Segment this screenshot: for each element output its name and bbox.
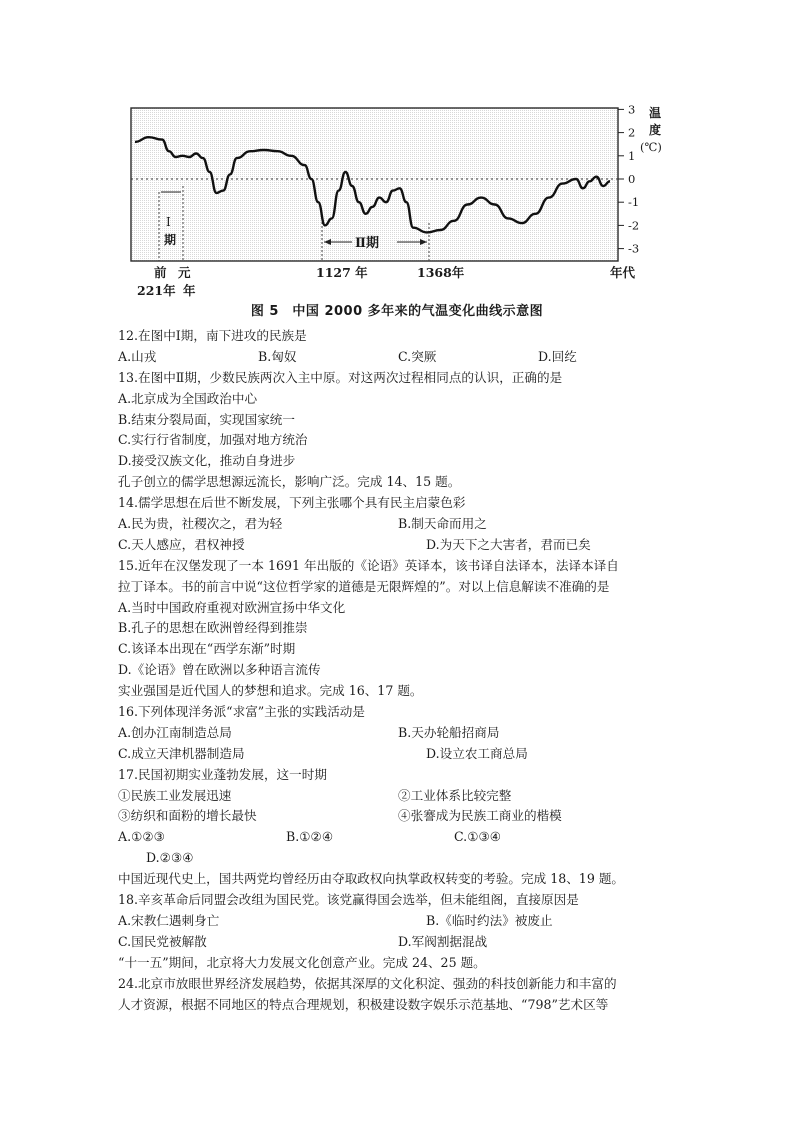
- q14-option-b[interactable]: B.制天命而用之: [398, 516, 487, 532]
- x-label-yuan: 元: [178, 265, 191, 280]
- q17-option-a[interactable]: A.①②③: [118, 829, 165, 845]
- q14-stem: 14.儒学思想在后世不断发展，下列主张哪个具有民主启蒙色彩: [118, 495, 466, 511]
- x-label-qian: 前: [154, 265, 167, 280]
- q15-stem-1: 15.近年在汉堡发现了一本 1691 年出版的《论语》英译本，该书译自法译本，法译本译自: [118, 557, 619, 573]
- q17-option-c[interactable]: C.①③④: [454, 829, 502, 845]
- question-text: [118, 326, 678, 1015]
- q16-options-ab: [118, 723, 678, 744]
- q24-stem-2: 人才资源，根据不同地区的特点合理规划，积极建设数字娱乐示范基地、“798”艺术区等: [118, 996, 609, 1012]
- y-tick-label: -1: [628, 195, 640, 210]
- q17-item-3: ③纺织和面粉的增长最快: [118, 808, 257, 824]
- temperature-chart: [112, 98, 682, 323]
- q14-option-c[interactable]: C.天人感应，君权神授: [118, 536, 245, 552]
- x-label-1368: 1368年: [417, 265, 465, 280]
- q24-stem-1: 24.北京市放眼世界经济发展趋势，依据其深厚的文化积淀、强劲的科技创新能力和丰富的: [118, 975, 617, 991]
- q17-item-2: ②工业体系比较完整: [398, 787, 512, 803]
- q13-option-a[interactable]: A.北京成为全国政治中心: [118, 390, 258, 406]
- q15-option-a[interactable]: A.当时中国政府重视对欧洲宣扬中华文化: [118, 599, 346, 615]
- y-tick-label: -3: [628, 241, 640, 256]
- q12-option-b[interactable]: B.匈奴: [258, 348, 297, 364]
- q18-option-a[interactable]: A.宋教仁遇刺身亡: [118, 912, 220, 928]
- q17-item-4: ④张謇成为民族工商业的楷模: [398, 808, 562, 824]
- q16-option-d[interactable]: D.设立农工商总局: [426, 745, 528, 761]
- q13-option-c[interactable]: C.实行行省制度，加强对地方统治: [118, 432, 308, 448]
- y-tick-label: -2: [628, 218, 640, 233]
- q12-options: [118, 347, 678, 368]
- q17-stem: 17.民国初期实业蓬勃发展，这一时期: [118, 766, 327, 782]
- x-label-1127: 1127 年: [316, 265, 368, 280]
- q16-option-a[interactable]: A.创办江南制造总局: [118, 724, 232, 740]
- x-label-niandai: 年代: [610, 265, 636, 280]
- q18-options-ab: [118, 911, 678, 932]
- period2-label: Ⅱ期: [355, 236, 379, 251]
- intro-24-25: “十一五”期间，北京将大力发展文化创意产业。完成 24、25 题。: [118, 954, 486, 970]
- q16-options-cd: [118, 744, 678, 765]
- q17-items-12: [118, 786, 678, 807]
- q17-options-abc: [118, 827, 678, 848]
- q13-stem: 13.在图中Ⅱ期，少数民族两次入主中原。对这两次过程相同点的认识，正确的是: [118, 369, 563, 385]
- period1-label-top: Ⅰ: [166, 215, 171, 229]
- y-tick-label: 1: [628, 148, 636, 163]
- q14-options-ab: [118, 514, 678, 535]
- q14-options-cd: [118, 535, 678, 556]
- q13-option-b[interactable]: B.结束分裂局面，实现国家统一: [118, 411, 295, 427]
- q13-option-d[interactable]: D.接受汉族文化，推动自身进步: [118, 453, 296, 469]
- q12-stem: 12.在图中Ⅰ期，南下进攻的民族是: [118, 328, 307, 343]
- q18-stem: 18.辛亥革命后同盟会改组为国民党。该党赢得国会选举，但未能组阁，直接原因是: [118, 892, 579, 908]
- y-tick-label: 3: [628, 102, 636, 117]
- figure-caption: 图 5 中国 2000 多年来的气温变化曲线示意图: [250, 304, 544, 319]
- q17-option-b[interactable]: B.①②④: [286, 829, 334, 845]
- y-unit: (℃): [640, 140, 662, 154]
- q16-stem: 16.下列体现洋务派“求富”主张的实践活动是: [118, 704, 365, 720]
- q15-option-d[interactable]: D.《论语》曾在欧洲以多种语言流传: [118, 662, 321, 678]
- q17-options-d: [118, 848, 678, 869]
- intro-18-19: 中国近现代史上，国共两党均曾经历由夺取政权向执掌政权转变的考验。完成 18、19 题。: [118, 871, 625, 887]
- q18-option-c[interactable]: C.国民党被解散: [118, 933, 207, 949]
- q12-option-d[interactable]: D.回纥: [538, 348, 577, 364]
- intro-16-17: 实业强国是近代国人的梦想和追求。完成 16、17 题。: [118, 683, 423, 699]
- q14-option-d[interactable]: D.为天下之大害者，君而已矣: [426, 536, 591, 552]
- q17-option-d[interactable]: D.②③④: [146, 850, 194, 866]
- q18-option-d[interactable]: D.军阀割据混战: [398, 933, 488, 949]
- q14-option-a[interactable]: A.民为贵，社稷次之，君为轻: [118, 516, 283, 532]
- y-label-du: 度: [649, 123, 662, 137]
- q17-item-1: ①民族工业发展迅速: [118, 787, 232, 803]
- q15-option-c[interactable]: C.该译本出现在“西学东渐”时期: [118, 641, 296, 657]
- x-label-nian: 年: [183, 283, 196, 298]
- q18-options-cd: [118, 932, 678, 953]
- q15-option-b[interactable]: B.孔子的思想在欧洲曾经得到推崇: [118, 620, 308, 636]
- y-tick-group: [618, 102, 639, 255]
- q12-option-a[interactable]: A.山戎: [118, 348, 157, 364]
- q16-option-c[interactable]: C.成立天津机器制造局: [118, 745, 245, 761]
- q15-stem-2: 拉丁译本。书的前言中说“这位哲学家的道德是无限辉煌的”。对以上信息解读不准确的是: [118, 578, 610, 594]
- q12-option-c[interactable]: C.突厥: [398, 348, 437, 364]
- q17-items-34: [118, 806, 678, 827]
- intro-14-15: 孔子创立的儒学思想源远流长，影响广泛。完成 14、15 题。: [118, 474, 461, 490]
- q16-option-b[interactable]: B.天办轮船招商局: [398, 724, 500, 740]
- period1-label-bottom: 期: [164, 233, 177, 247]
- y-tick-label: 2: [628, 125, 636, 140]
- y-tick-label: 0: [628, 172, 636, 186]
- x-label-221: 221年: [137, 283, 176, 298]
- q18-option-b[interactable]: B.《临时约法》被废止: [426, 912, 553, 928]
- y-label-wen: 温: [649, 106, 662, 120]
